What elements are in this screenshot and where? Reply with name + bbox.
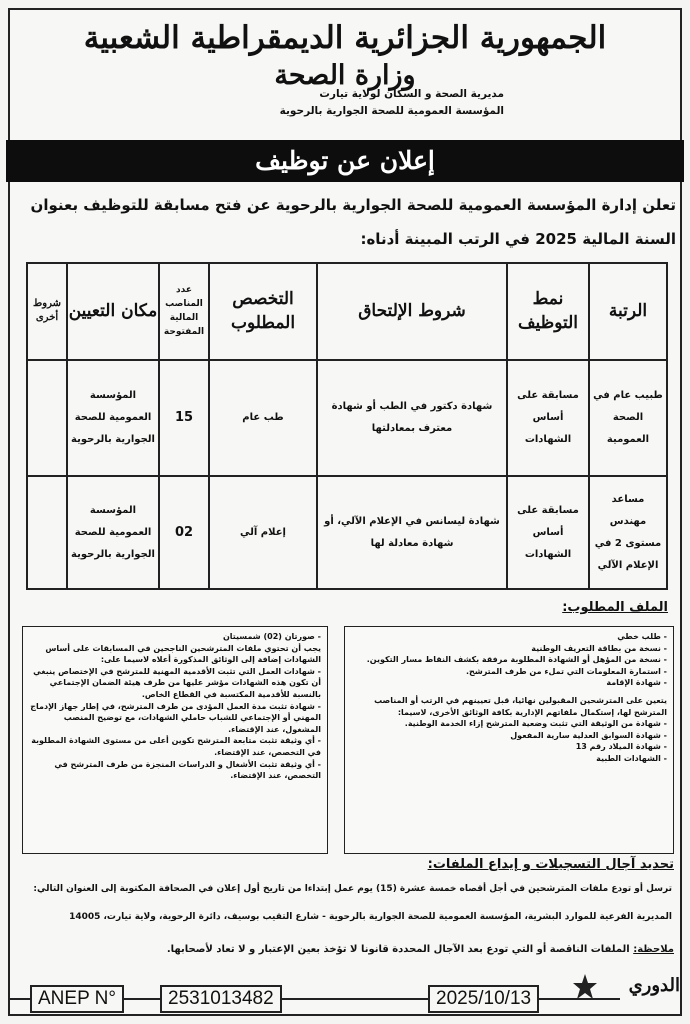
- row-grade: طبيب عام في الصحة العمومية: [589, 360, 667, 477]
- required-files-box-left: [22, 626, 328, 854]
- file-item: - شهادة الإقامة: [606, 678, 667, 688]
- registration-title: تحديد آجال التسجيلات و إيداع الملفات:: [427, 857, 674, 872]
- row-conditions: شهادة ليسانس في الإعلام الآلي، أو شهادة معادلة لها: [317, 476, 507, 589]
- registration-address: المديرية الفرعية للموارد البشرية، المؤسسة العمومية للصحة الجوارية بالرحوية - شارع التقيب بوسيف، دائرة الرحوية، ولاية تيارت، 14005: [69, 912, 672, 922]
- file-item: - الشهادات الطبية: [596, 753, 667, 763]
- issuer-block: [280, 86, 504, 120]
- header-grade: الرتبة: [589, 263, 667, 360]
- row-place: المؤسسة العمومية للصحة الجوارية بالرحوية: [67, 360, 159, 477]
- row-mode: مسابقة على أساس الشهادات: [507, 476, 589, 589]
- file-item: - شهادة من الوثيقة التي تثبت وضعية المترشح إزاء الخدمة الوطنية.: [404, 719, 667, 729]
- row-conditions: شهادة دكتور في الطب أو شهادة معترف بمعادلتها: [317, 360, 507, 477]
- file-item: يجب أن تحتوي ملفات المترشحين الناجحين في المسابقات على أساس الشهادات إضافة إلى الوثائق المذكورة أعلاه لاسيما على:: [45, 643, 321, 665]
- header-conditions: شروط الإلتحاق: [317, 263, 507, 360]
- directorate-line: مديرية الصحة و السكان لولاية تيارت: [319, 88, 504, 100]
- header-place: مكان التعيين: [67, 263, 159, 360]
- positions-table: [26, 262, 668, 590]
- note-label: ملاحظة:: [633, 944, 674, 955]
- republic-title: الجمهورية الجزائرية الديمقراطية الشعبية: [83, 20, 607, 56]
- newspaper-logo-icon: [572, 972, 598, 1002]
- file-item: - استمارة المعلومات التي تملء من طرف المترشح.: [466, 666, 667, 676]
- row-positions: 15: [159, 360, 209, 477]
- file-item: - شهادة الميلاد رقم 13: [575, 742, 667, 752]
- row-positions: 02: [159, 476, 209, 589]
- header-positions: عدد المناصب المالية المفتوحة: [159, 263, 209, 360]
- file-item: - طلب خطي: [617, 632, 667, 641]
- publication-date: 2025/10/13: [428, 985, 539, 1013]
- file-item: - شهادات العمل التي تثبت الأقدمية المهنية للمترشح في الإختصاص ينبغي أن تكون هذه الشهادات مؤشر عليها من طرف هيئة الضمان الإجتماعي بالنسبة للأقدمية المكتسبة في القطاع الخاص.: [33, 666, 321, 699]
- row-specialty: طب عام: [209, 360, 317, 477]
- required-files-box-right: [344, 626, 674, 854]
- file-item: يتعين على المترشحين المقبولين نهائيا، قبل تعيينهم في الرتب أو المناصب المترشح لها، إستكمال ملفاتهم الإدارية بكافة الوثائق الأخرى، لاسيما:: [374, 695, 667, 717]
- row-grade: مساعد مهندس مستوى 2 في الإعلام الآلي: [589, 476, 667, 589]
- note-text: الملفات الناقصة أو التي تودع بعد الآجال المحددة قانونا لا تؤخذ بعين الإعتبار و لا تعاد لأصحابها.: [166, 944, 630, 955]
- row-other: [27, 476, 67, 589]
- row-mode: مسابقة على أساس الشهادات: [507, 360, 589, 477]
- file-item: - نسخة من المؤهل أو الشهادة المطلوبة مرفقة بكشف النقاط مسار التكوين.: [366, 655, 667, 665]
- institution-line: المؤسسة العمومية للصحة الجوارية بالرحوية: [279, 105, 504, 117]
- row-specialty: إعلام آلي: [209, 476, 317, 589]
- announcement-banner: إعلان عن توظيف: [6, 140, 684, 182]
- header-mode: نمط التوظيف: [507, 263, 589, 360]
- registration-line-1: ترسل أو تودع ملفات المترشحين في أجل أقصاه خمسة عشرة (15) يوم عمل إبتداءا من تاريخ أول إعلان في الصحافة المكتوبة إلى العنوان التالي:: [33, 884, 672, 894]
- header-other: شروط أخرى: [27, 263, 67, 360]
- file-item: - أي وثيقة تثبت متابعة المترشح تكوين أعلى من مستوى الشهادة المطلوبة في التخصص، عند الإقتضاء.: [31, 736, 321, 757]
- file-item: - شهادة تثبت مدة العمل المؤدى من طرف المترشح، في إطار جهاز الإدماج المهني أو الإجتماعي للشباب حاملي الشهادات، مع توضيح المنصب المشغول، عند الإقتضاء.: [30, 701, 321, 734]
- file-item: - شهادة السوابق العدلية سارية المفعول: [510, 730, 667, 740]
- ministry-title: وزارة الصحة: [274, 60, 416, 91]
- intro-line-2: السنة المالية 2025 في الرتب المبينة أدناه:: [360, 230, 676, 248]
- row-other: [27, 360, 67, 477]
- anep-label: ANEP N°: [30, 985, 124, 1013]
- file-item: - نسخة من بطاقة التعريف الوطنية: [531, 643, 667, 653]
- header-specialty: التخصص المطلوب: [209, 263, 317, 360]
- table-row: [27, 360, 667, 477]
- table-row: [27, 476, 667, 589]
- file-item: - أي وثيقة تثبت الأشغال و الدراسات المنجزة من طرف المترشح في التخصص، عند الإقتضاء.: [54, 759, 321, 781]
- intro-line-1: تعلن إدارة المؤسسة العمومية للصحة الجوارية بالرحوية عن فتح مسابقة للتوظيف بعنوان: [30, 196, 676, 214]
- anep-number: 2531013482: [160, 985, 282, 1013]
- row-place: المؤسسة العمومية للصحة الجوارية بالرحوية: [67, 476, 159, 589]
- note: [167, 944, 674, 955]
- file-item: - صورتان (02) شمسيتان: [222, 632, 321, 641]
- intro-paragraph: [18, 188, 676, 256]
- required-files-title: الملف المطلوب:: [562, 600, 668, 615]
- newspaper-name: الدوري: [628, 975, 680, 996]
